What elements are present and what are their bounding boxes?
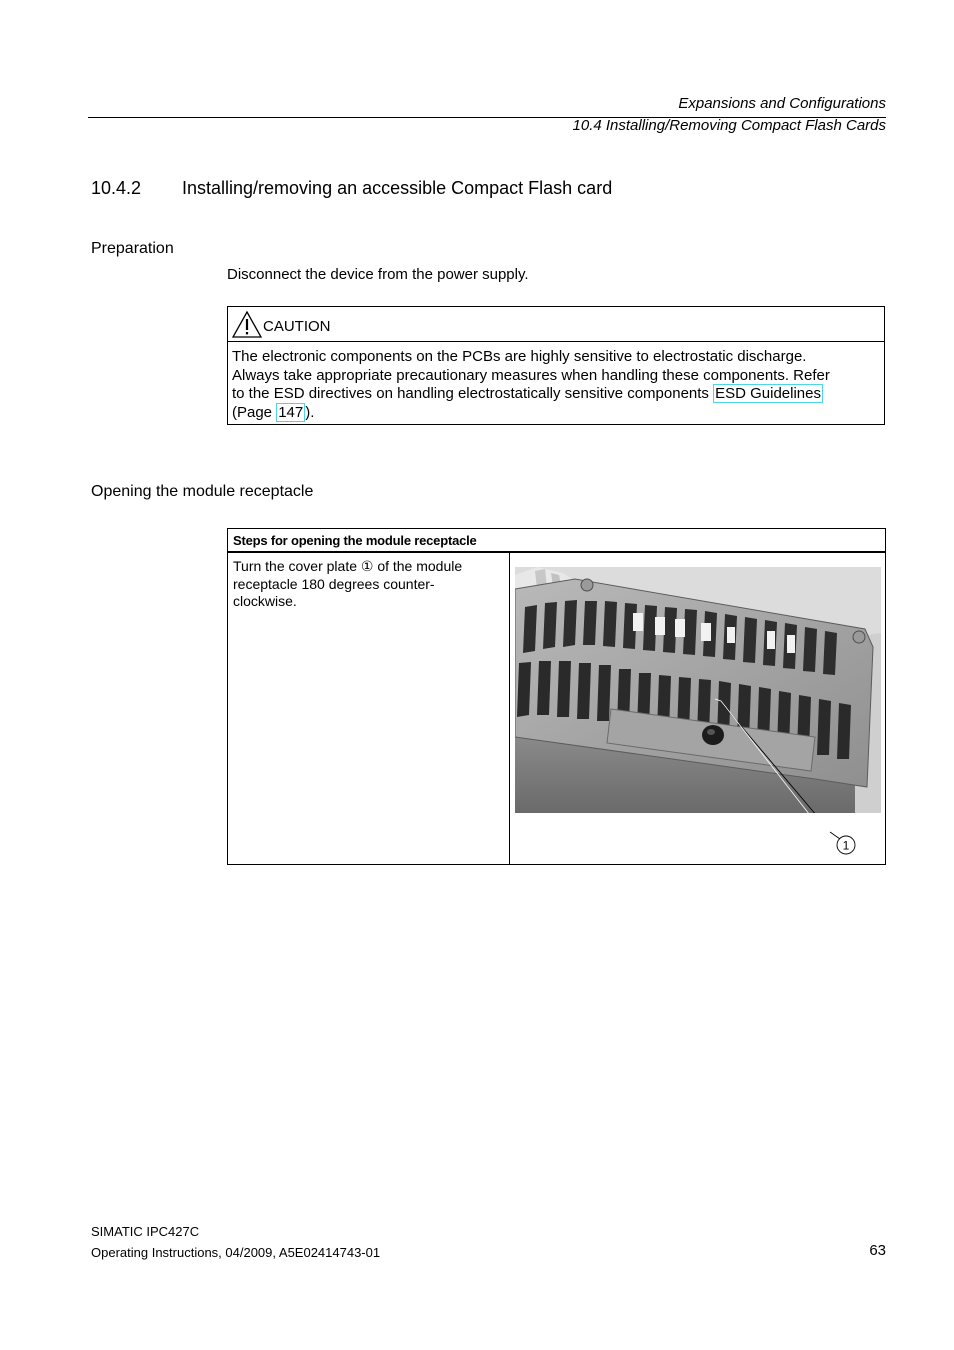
steps-table-header (228, 529, 885, 553)
running-header-chapter: Expansions and Configurations (678, 95, 886, 112)
module-receptacle-photo (515, 567, 881, 859)
warning-triangle-icon (232, 311, 262, 338)
caution-text (232, 348, 877, 422)
running-header-section: 10.4 Installing/Removing Compact Flash Cards (572, 117, 886, 134)
step-line: clockwise. (233, 593, 297, 609)
opening-heading: Opening the module receptacle (91, 483, 314, 500)
section-title: Installing/removing an accessible Compact Flash card (182, 178, 613, 198)
page-ref-suffix: ). (305, 403, 315, 421)
caution-box (227, 306, 885, 425)
section-number: 10.4.2 (91, 178, 142, 198)
footer-product: SIMATIC IPC427C (91, 1224, 200, 1239)
caution-line (232, 404, 877, 423)
esd-guidelines-link[interactable]: ESD Guidelines (715, 385, 821, 402)
page-ref-prefix: (Page (232, 403, 277, 421)
step-line: Turn the cover plate ① of the module (233, 558, 463, 574)
steps-table (227, 528, 886, 865)
caution-line: The electronic components on the PCBs are highly sensitive to electrostatic discharge. (232, 348, 807, 365)
steps-table-header-label: Steps for opening the module receptacle (233, 533, 477, 548)
preparation-text: Disconnect the device from the power supply. (227, 266, 529, 283)
page-number: 63 (869, 1242, 886, 1259)
caution-label: CAUTION (263, 318, 331, 335)
preparation-heading: Preparation (91, 240, 174, 257)
footer-document-info: Operating Instructions, 04/2009, A5E02414743-01 (91, 1245, 381, 1260)
caution-line: Always take appropriate precautionary measures when handling these components. Refer (232, 366, 830, 384)
callout-number: 1 (842, 838, 850, 853)
steps-column-divider (509, 553, 510, 864)
step-instruction (233, 558, 493, 611)
caution-header (228, 307, 884, 342)
page-147-link[interactable]: 147 (278, 403, 304, 421)
caution-line (232, 385, 877, 404)
step-line: receptacle 180 degrees counter- (233, 575, 435, 592)
caution-line-text: to the ESD directives on handling electrostatically sensitive components (232, 385, 714, 402)
